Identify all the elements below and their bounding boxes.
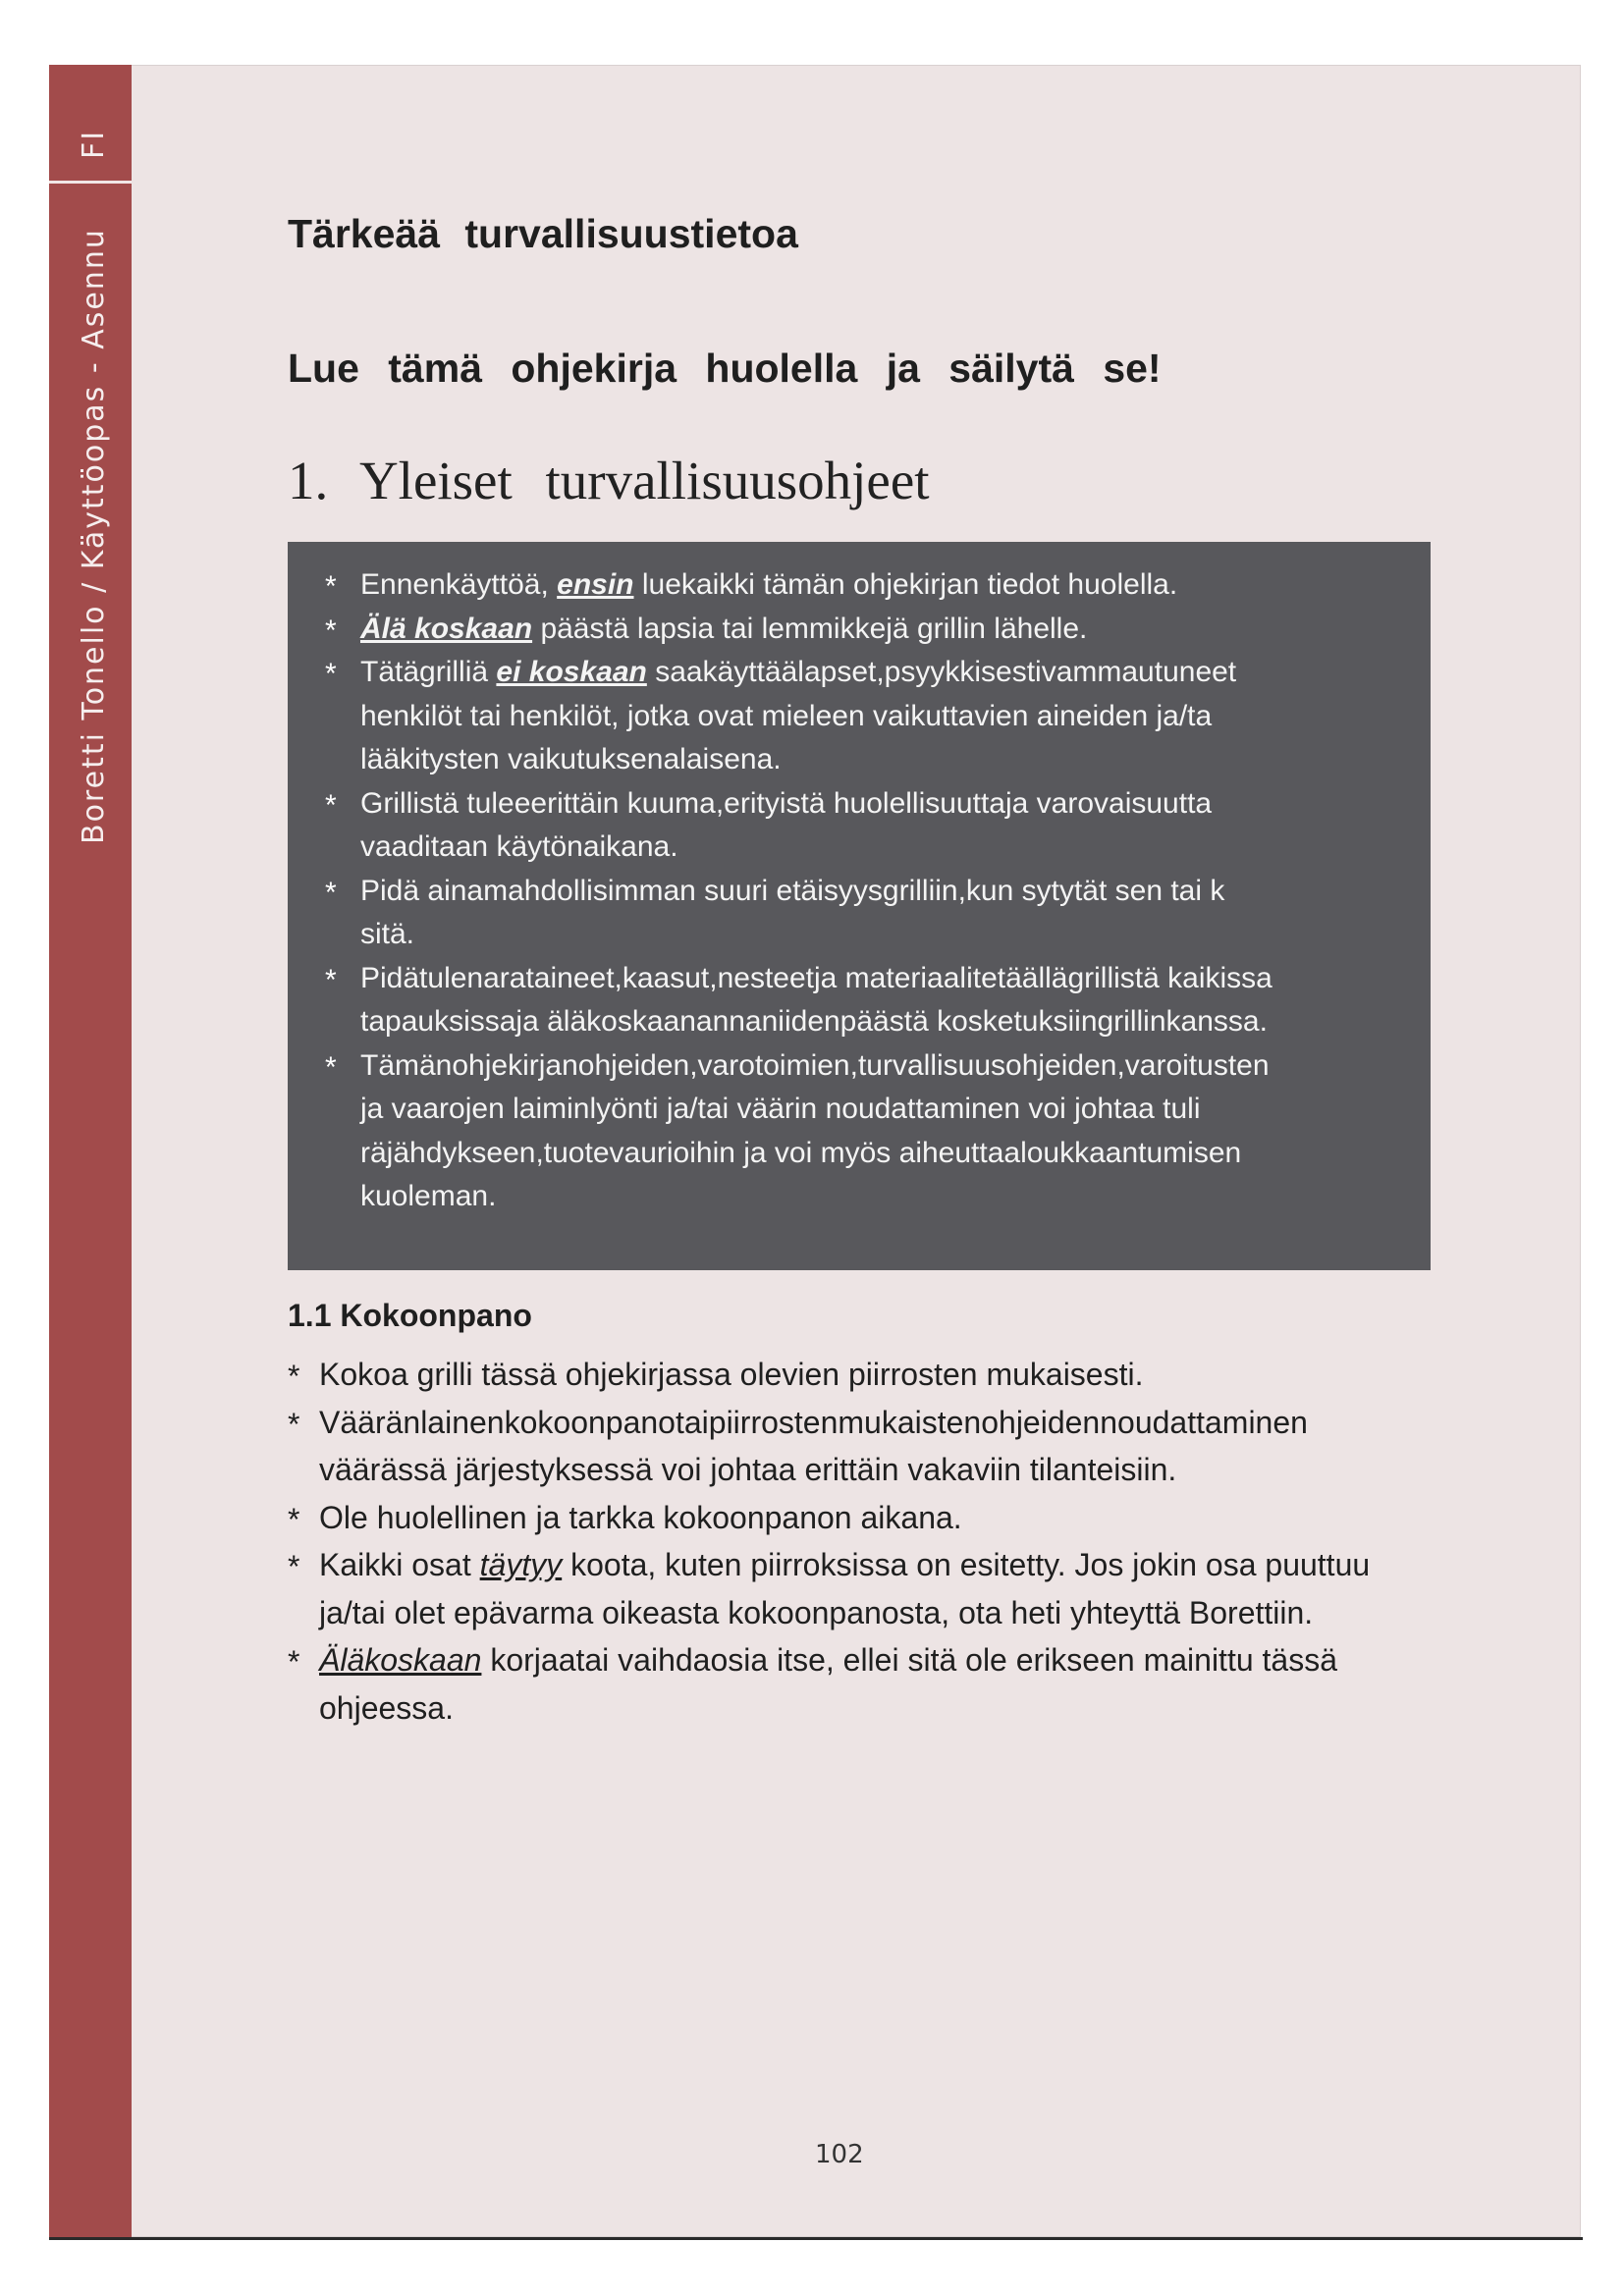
bullet-star: *	[325, 658, 337, 690]
item-first-line	[360, 656, 1236, 688]
item-text: Kokoa grilli tässä ohjekirjassa olevien piirrosten mukaisesti.	[319, 1357, 1144, 1392]
item-text: Tätägrilliä	[360, 656, 489, 688]
item-first-line	[319, 1405, 1308, 1440]
item-text: korjaatai vaihdaosia itse, ellei sitä ole erikseen mainittu tässä	[490, 1642, 1337, 1678]
item-continuation-line: räjähdykseen,tuotevaurioihin ja voi myös aiheuttaaloukkaantumisen	[360, 1136, 1242, 1169]
list-item	[288, 1399, 1535, 1494]
list-item	[288, 1044, 1431, 1219]
safety-list	[288, 542, 1431, 1219]
item-continuation-line: sitä.	[360, 918, 415, 950]
item-emphasis: Älä koskaan	[360, 612, 533, 645]
bullet-star: *	[325, 963, 337, 996]
page-subheading: Lue tämä ohjekirja huolella ja säilytä se!	[288, 346, 1162, 391]
item-first-line	[360, 875, 1224, 907]
item-text: Ennenkäyttöä,	[360, 568, 549, 601]
item-text: Tämänohjekirjanohjeiden,varotoimien,turvallisuusohjeiden,varoitusten	[360, 1048, 1270, 1082]
item-text: Vääränlainenkokoonpanotaipiirrostenmukaistenohjeidennoudattaminen	[319, 1404, 1308, 1440]
sidebar-document-label: Boretti Tonello / Käyttöopas - Asennu	[77, 228, 111, 844]
bullet-star: *	[288, 1549, 300, 1584]
item-first-line	[360, 568, 1177, 601]
sidebar-divider	[49, 181, 132, 184]
item-text: luekaikki tämän ohjekirjan tiedot huolella.	[641, 568, 1178, 601]
bullet-star: *	[288, 1359, 300, 1394]
list-item	[288, 651, 1431, 782]
list-item	[288, 1541, 1535, 1636]
item-first-line	[360, 1049, 1270, 1082]
item-text: päästä lapsia tai lemmikkejä grillin lähelle.	[540, 612, 1088, 645]
bullet-star: *	[325, 876, 337, 909]
item-first-line	[360, 613, 1087, 645]
list-item	[288, 563, 1431, 608]
item-text: Kaikki osat	[319, 1547, 471, 1582]
item-emphasis: täytyy	[479, 1547, 563, 1582]
item-continuation-line: ja/tai olet epävarma oikeasta kokoonpanosta, ota heti yhteyttä Borettiin.	[319, 1594, 1314, 1630]
page-heading: Tärkeää turvallisuustietoa	[288, 211, 798, 256]
subsection-title: 1.1 Kokoonpano	[288, 1298, 532, 1333]
bullet-star: *	[325, 614, 337, 647]
bullet-star: *	[288, 1501, 300, 1537]
item-text: Pidätulenarataineet,kaasut,nesteetja materiaalitetäällägrillistä kaikissa	[360, 961, 1272, 994]
item-emphasis: ei koskaan	[496, 656, 647, 688]
section-title: 1. Yleiset turvallisuusohjeet	[288, 451, 930, 510]
item-continuation-line: ja vaarojen laiminlyönti ja/tai väärin noudattaminen voi johtaa tuli	[360, 1093, 1201, 1125]
item-continuation-line: väärässä järjestyksessä voi johtaa erittäin vakaviin tilanteisiin.	[319, 1452, 1177, 1487]
assembly-list	[288, 1351, 1535, 1732]
bullet-star: *	[325, 570, 337, 603]
bullet-star: *	[325, 1050, 337, 1084]
bullet-star: *	[288, 1644, 300, 1680]
list-item	[288, 1636, 1535, 1732]
page-number: 102	[815, 2140, 864, 2169]
list-item	[288, 1351, 1535, 1399]
item-first-line	[360, 962, 1272, 994]
item-continuation-line: tapauksissaja äläkoskaanannaniidenpäästä kosketuksiingrillinkanssa.	[360, 1005, 1268, 1038]
list-item	[288, 870, 1431, 957]
bottom-rule	[49, 2237, 1583, 2240]
item-first-line	[319, 1500, 962, 1535]
bullet-star: *	[288, 1406, 300, 1442]
list-item	[288, 608, 1431, 652]
item-first-line	[319, 1642, 1337, 1678]
item-first-line	[319, 1547, 1370, 1582]
item-text: koota, kuten piirroksissa on esitetty. Jos jokin osa puuttuu	[570, 1547, 1371, 1582]
item-text: saakäyttäälapset,psyykkisestivammautuneet	[655, 656, 1237, 688]
list-item	[288, 957, 1431, 1044]
item-emphasis: Äläkoskaan	[319, 1642, 482, 1678]
item-continuation-line: vaaditaan käytönaikana.	[360, 830, 678, 863]
list-item	[288, 782, 1431, 870]
item-first-line	[360, 787, 1212, 820]
bullet-star: *	[325, 788, 337, 822]
item-text: Grillistä tuleeerittäin kuuma,erityistä huolellisuuttaja varovaisuutta	[360, 786, 1213, 820]
item-continuation-line: lääkitysten vaikutuksenalaisena.	[360, 743, 782, 775]
list-item	[288, 1494, 1535, 1542]
safety-instructions-box	[288, 542, 1431, 1270]
sidebar-language-label: FI	[77, 129, 111, 159]
item-continuation-line: ohjeessa.	[319, 1689, 454, 1726]
item-continuation-line: kuoleman.	[360, 1180, 497, 1212]
item-continuation-line: henkilöt tai henkilöt, jotka ovat mieleen vaikuttavien aineiden ja/ta	[360, 699, 1213, 732]
item-emphasis: ensin	[557, 568, 634, 601]
item-first-line	[319, 1357, 1143, 1392]
item-text: Ole huolellinen ja tarkka kokoonpanon aikana.	[319, 1499, 962, 1535]
item-text: Pidä ainamahdollisimman suuri etäisyysgrilliin,kun sytytät sen tai k	[360, 874, 1225, 907]
